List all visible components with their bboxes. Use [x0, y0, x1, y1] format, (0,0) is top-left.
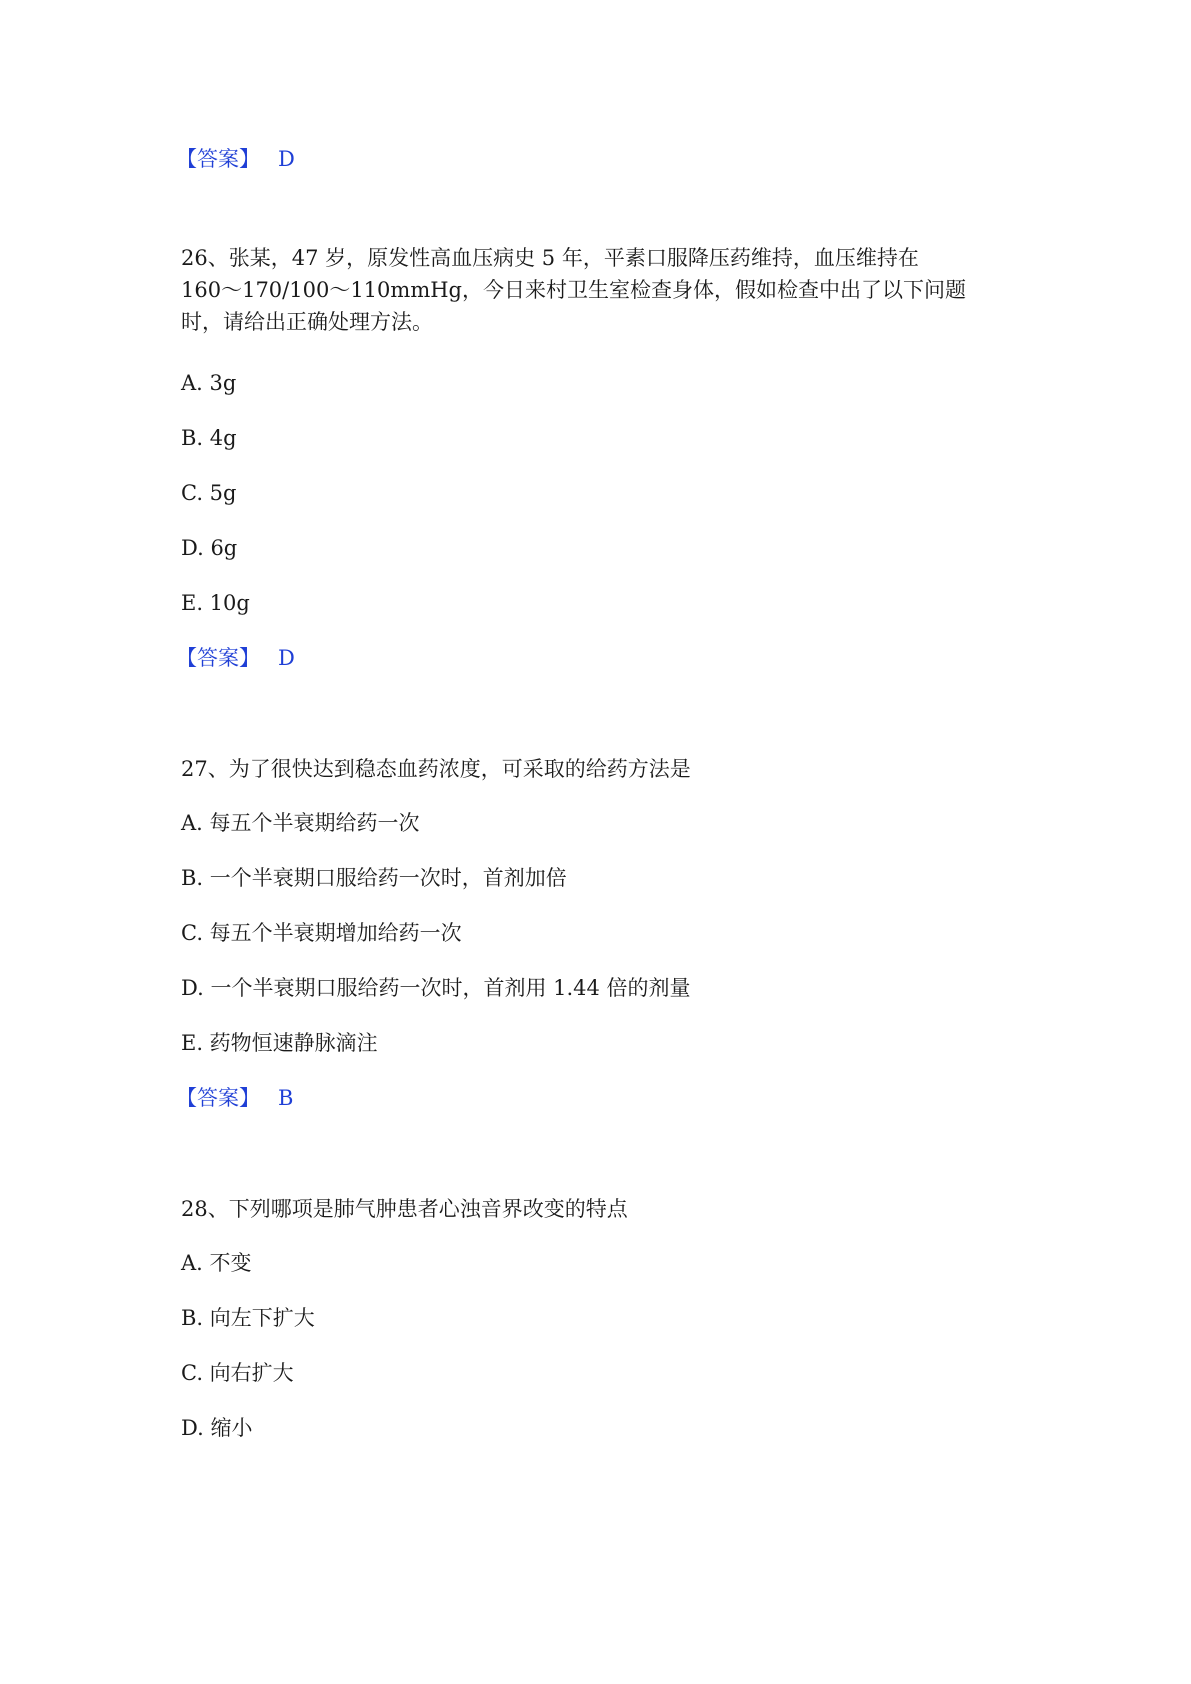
question-27-option-c: C. 每五个半衰期增加给药一次 [181, 921, 462, 945]
question-26-option-a: A. 3g [181, 371, 237, 395]
question-27-option-e: E. 药物恒速静脉滴注 [181, 1031, 378, 1055]
question-26-option-d: D. 6g [181, 536, 238, 560]
answer-line-q26 [176, 645, 295, 671]
question-26-option-e: E. 10g [181, 591, 250, 615]
question-26-stem-line-1: 26、张某，47 岁，原发性高血压病史 5 年，平素口服降压药维持，血压维持在 [181, 246, 919, 270]
answer-label: 【答案】 [176, 1086, 260, 1110]
answer-value: D [278, 147, 295, 171]
question-28-stem: 28、下列哪项是肺气肿患者心浊音界改变的特点 [181, 1197, 628, 1221]
question-27-option-b: B. 一个半衰期口服给药一次时，首剂加倍 [181, 866, 567, 890]
question-28-option-a: A. 不变 [181, 1251, 252, 1275]
question-26-stem-line-2: 160～170/100～110mmHg，今日来村卫生室检查身体，假如检查中出了以下问题 [181, 278, 966, 302]
question-26-option-c: C. 5g [181, 481, 237, 505]
question-28-option-c: C. 向右扩大 [181, 1361, 294, 1385]
answer-value: B [278, 1086, 294, 1110]
answer-line-q25 [176, 146, 295, 172]
question-28-option-d: D. 缩小 [181, 1416, 253, 1440]
answer-line-q27 [176, 1085, 293, 1111]
question-27-option-a: A. 每五个半衰期给药一次 [181, 811, 420, 835]
question-26-stem-line-3: 时，请给出正确处理方法。 [181, 310, 433, 334]
answer-value: D [278, 646, 295, 670]
question-27-stem: 27、为了很快达到稳态血药浓度，可采取的给药方法是 [181, 757, 691, 781]
question-27-option-d: D. 一个半衰期口服给药一次时，首剂用 1.44 倍的剂量 [181, 976, 691, 1000]
question-26-option-b: B. 4g [181, 426, 237, 450]
answer-label: 【答案】 [176, 646, 260, 670]
answer-label: 【答案】 [176, 147, 260, 171]
question-28-option-b: B. 向左下扩大 [181, 1306, 315, 1330]
